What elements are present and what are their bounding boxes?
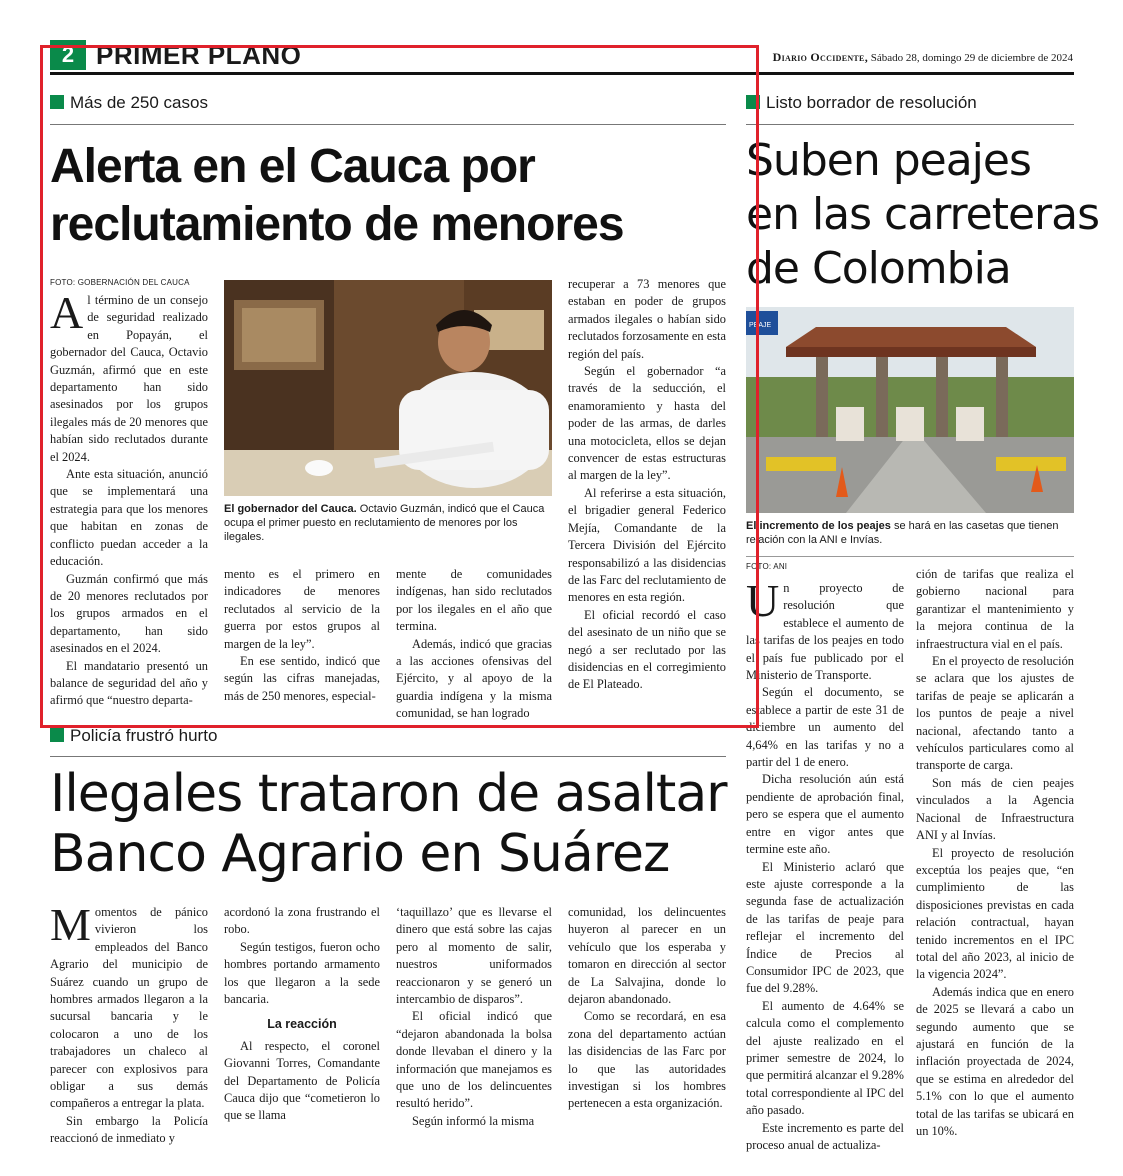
toll-sign-text: PEAJE <box>749 322 772 329</box>
story3-headline: Ilegales trataron de asaltar Banco Agrario en Suárez <box>50 764 727 884</box>
kicker-square-icon <box>50 95 64 109</box>
story1-column-3 <box>396 566 552 723</box>
story2-paragraph: En el proyecto de resolución se aclara que los ajustes de tarifas de peaje se aplicarán a los puntos de peaje a nivel nacional, afectando tanto a vehículos particulares como al transporte de carga. <box>916 654 1074 773</box>
story2-caption: El incremento de los peajes se hará en las casetas que tienen relación con la ANI e Invías. <box>746 520 1059 546</box>
story3-column-3 <box>396 904 552 1130</box>
story2-headline: Suben peajes en las carreteras de Colombia <box>746 135 1100 294</box>
page-number: 2 <box>50 40 86 70</box>
story3-kicker: Policía frustró hurto <box>50 725 217 747</box>
story2-paragraph: Dicha resolución aún está pendiente de aprobación final, pero se espera que el aumento entre en vigor antes que termine este año. <box>746 772 904 857</box>
story1-paragraph: mente de comunidades indígenas, han sido reclutados por los ilegales en el año que termina. <box>396 567 552 634</box>
story3-paragraph: Como se recordará, en esa zona del departamento actúan las disidencias de las Farc por lo que las autoridades investigan si los hombres pertenecen a esta organización. <box>568 1009 726 1111</box>
story1-paragraph: En ese sentido, indicó que según las cifras manejadas, más de 250 menores, especial- <box>224 654 380 703</box>
story2-paragraph: Un proyecto de resolución que establece el aumento de las tarifas de los peajes en todo el país fue publicado por el Ministerio de Transporte. <box>746 575 904 683</box>
story1-paragraph: Ante esta situación, anunció que se implementará una estrategia para que los menores que habitan en zonas de conflicto puedan acceder a la educación. <box>50 467 208 569</box>
story3-paragraph: ‘taquillazo’ que es llevarse el dinero que está sobre las cajas pero al momento de salir, nuestros uniformados reaccionaron y se generó un intercambio de disparos”. <box>396 905 552 1007</box>
masthead <box>773 50 1073 65</box>
story1-paragraph: El oficial recordó el caso del asesinato de un niño que se negó a ser reclutado por las disidencias en el corregimiento de El Plateado. <box>568 607 726 692</box>
story1-paragraph: Al referirse a esta situación, el brigadier general Federico Mejía, Comandante de la Tercera División del Ejército responsabilizó a las disidencias de las Farc del reclutamiento de menores en esta región. <box>568 485 726 605</box>
story3-column-4 <box>568 904 726 1113</box>
story1-column-4 <box>568 276 726 694</box>
story3-kicker-rule <box>50 756 726 757</box>
story3-dropcap: M <box>50 899 91 950</box>
story2-kicker-rule <box>746 124 1074 125</box>
story1-paragraph: Además, indicó que gracias a las acciones ofensivas del Ejército, y al apoyo de la guardia indígena y la misma comunidad, se han logrado <box>396 636 552 721</box>
story2-paragraph: El aumento de 4.64% se calcula como el complemento del ajuste realizado en el primer semestre de 2024, lo que permitirá alcanzar el 9.28% total correspondiente al IPC del año pasado. <box>746 998 904 1118</box>
story2-paragraph: ción de tarifas que realiza el gobierno nacional para garantizar el mantenimiento y la mejora continua de la infraestructura vial en el país. <box>916 567 1074 651</box>
story2-paragraph: Son más de cien peajes vinculados a la Agencia Nacional de Infraestructura ANI y al Invías. <box>916 775 1074 843</box>
section-title: PRIMER PLANO <box>96 40 302 70</box>
story3-subhead: La reacción <box>267 1017 337 1032</box>
toll-booth-illustration <box>746 307 1074 513</box>
story3-paragraph: El oficial indicó que “dejaron abandonada la bolsa donde llevaban el dinero y la información que manejamos es que uno de los delincuentes resultó herido”. <box>396 1009 552 1111</box>
story2-dropcap: U <box>746 575 780 626</box>
story2-paragraph: Además indica que en enero de 2025 se llevará a cabo un segundo aumento que se ajustará en función de la inflación proyectada de 2024, que se estima en alrededor del 5.1% con lo que el aumento total de las tarifas se ubicará en un 10%. <box>916 984 1074 1138</box>
paper-name: Diario Occidente, <box>772 50 868 64</box>
story1-kicker: Más de 250 casos <box>50 92 208 114</box>
governor-photo-illustration <box>224 280 552 496</box>
story1-column-2 <box>224 566 380 705</box>
story1-paragraph: El mandatario presentó un balance de seguridad del año y afirmó que “nuestro departa- <box>50 658 208 708</box>
story1-dropcap: A <box>50 287 84 338</box>
story3-paragraph: Momentos de pánico vivieron los empleados del Banco Agrario del municipio de Suárez cuando un grupo de hombres armados llegaron a la sucursal bancaria y le colocaron a uno de los trabajadores un chaleco al parecer con explosivos para obligar a sus demás compañeros a entregar la plata. <box>50 899 208 1111</box>
story1-paragraph: recuperar a 73 menores que estaban en poder de grupos armados ilegales o habían sido reclutados forzosamente en esta región del país. <box>568 277 726 361</box>
story3-column-1 <box>50 899 208 1148</box>
story3-paragraph: Según testigos, fueron ocho hombres portando armamento los que llegaron a la sede bancaria. <box>224 939 380 1007</box>
story2-column-2 <box>916 566 1074 1140</box>
story1-paragraph: Guzmán confirmó que más de 20 menores reclutados por los grupos armados en el departamento, han sido asesinados en el 2024. <box>50 571 208 656</box>
story3-paragraph: comunidad, los delincuentes huyeron al parecer en un vehículo que los esperaba y tomaron en dirección al sector de La Salvajina, donde lo dejaron abandonado. <box>568 905 726 1007</box>
story3-paragraph: Según informó la misma <box>412 1113 535 1128</box>
story1-photo-credit: FOTO: GOBERNACIÓN DEL CAUCA <box>50 278 190 287</box>
toll-booth-photo <box>746 307 1074 513</box>
issue-date: Sábado 28, domingo 29 de diciembre de 2024 <box>868 52 1073 64</box>
kicker-square-icon <box>50 728 64 742</box>
story1-caption: El gobernador del Cauca. Octavio Guzmán, indicó que el Cauca ocupa el primer puesto en reclutamiento de menores por los ilegales. <box>224 503 545 543</box>
story2-paragraph: Según el documento, se establece a partir de este 31 de diciembre un aumento del 4,64% en las tarifas y no a partir del 1 de enero. <box>746 685 904 770</box>
story2-column-1 <box>746 575 904 1154</box>
story2-caption-rule <box>746 556 1074 557</box>
story1-column-1 <box>50 287 208 710</box>
story2-paragraph: El proyecto de resolución exceptúa los peajes que, “en cumplimiento de las disposiciones previstas en cada relación contractual, hayan tenido incrementos en el IPC total del año 2023, al inicio de la vigencia 2024”. <box>916 845 1074 982</box>
story3-paragraph: acordonó la zona frustrando el robo. <box>224 905 380 937</box>
header-rule <box>50 72 1074 75</box>
story1-paragraph: Según el gobernador “a través de la seducción, el enamoramiento y hasta del poder de las armas, de darles una motocicleta, ellos se dejan convencer de estas estructuras al margen de la ley”. <box>568 364 726 483</box>
story2-photo-credit: FOTO: ANI <box>746 562 788 571</box>
story2-paragraph: Este incremento es parte del proceso anual de actualiza- <box>746 1120 904 1152</box>
story2-kicker: Listo borrador de resolución <box>746 92 977 114</box>
kicker-square-icon <box>746 95 760 109</box>
governor-photo <box>224 280 552 496</box>
story1-headline: Alerta en el Cauca por reclutamiento de menores <box>50 140 624 251</box>
story2-paragraph: El Ministerio aclaró que este ajuste corresponde a la segunda fase de actualización de las tarifas de peaje para reflejar el incremento del Índice de Precios al Consumidor IPC de 2023, que fue del 9.28%. <box>746 859 904 996</box>
story1-kicker-rule <box>50 124 726 125</box>
story3-paragraph: Sin embargo la Policía reaccionó de inmediato y <box>50 1113 208 1146</box>
story3-column-2 <box>224 904 380 1125</box>
story1-paragraph: mento es el primero en indicadores de menores reclutados al servicio de la guerra por estos grupos al margen de la ley”. <box>224 567 380 651</box>
story3-paragraph: Al respecto, el coronel Giovanni Torres, Comandante del Departamento de Policía Cauca dijo que “cometieron lo que se llama <box>224 1038 380 1123</box>
story1-paragraph: Al término de un consejo de seguridad realizado en Popayán, el gobernador del Cauca, Octavio Guzmán, afirmó que en este departamento han sido asesinados por los grupos ilegales más de 20 menores que habían sido reclutados durante el 2024. <box>50 287 208 464</box>
